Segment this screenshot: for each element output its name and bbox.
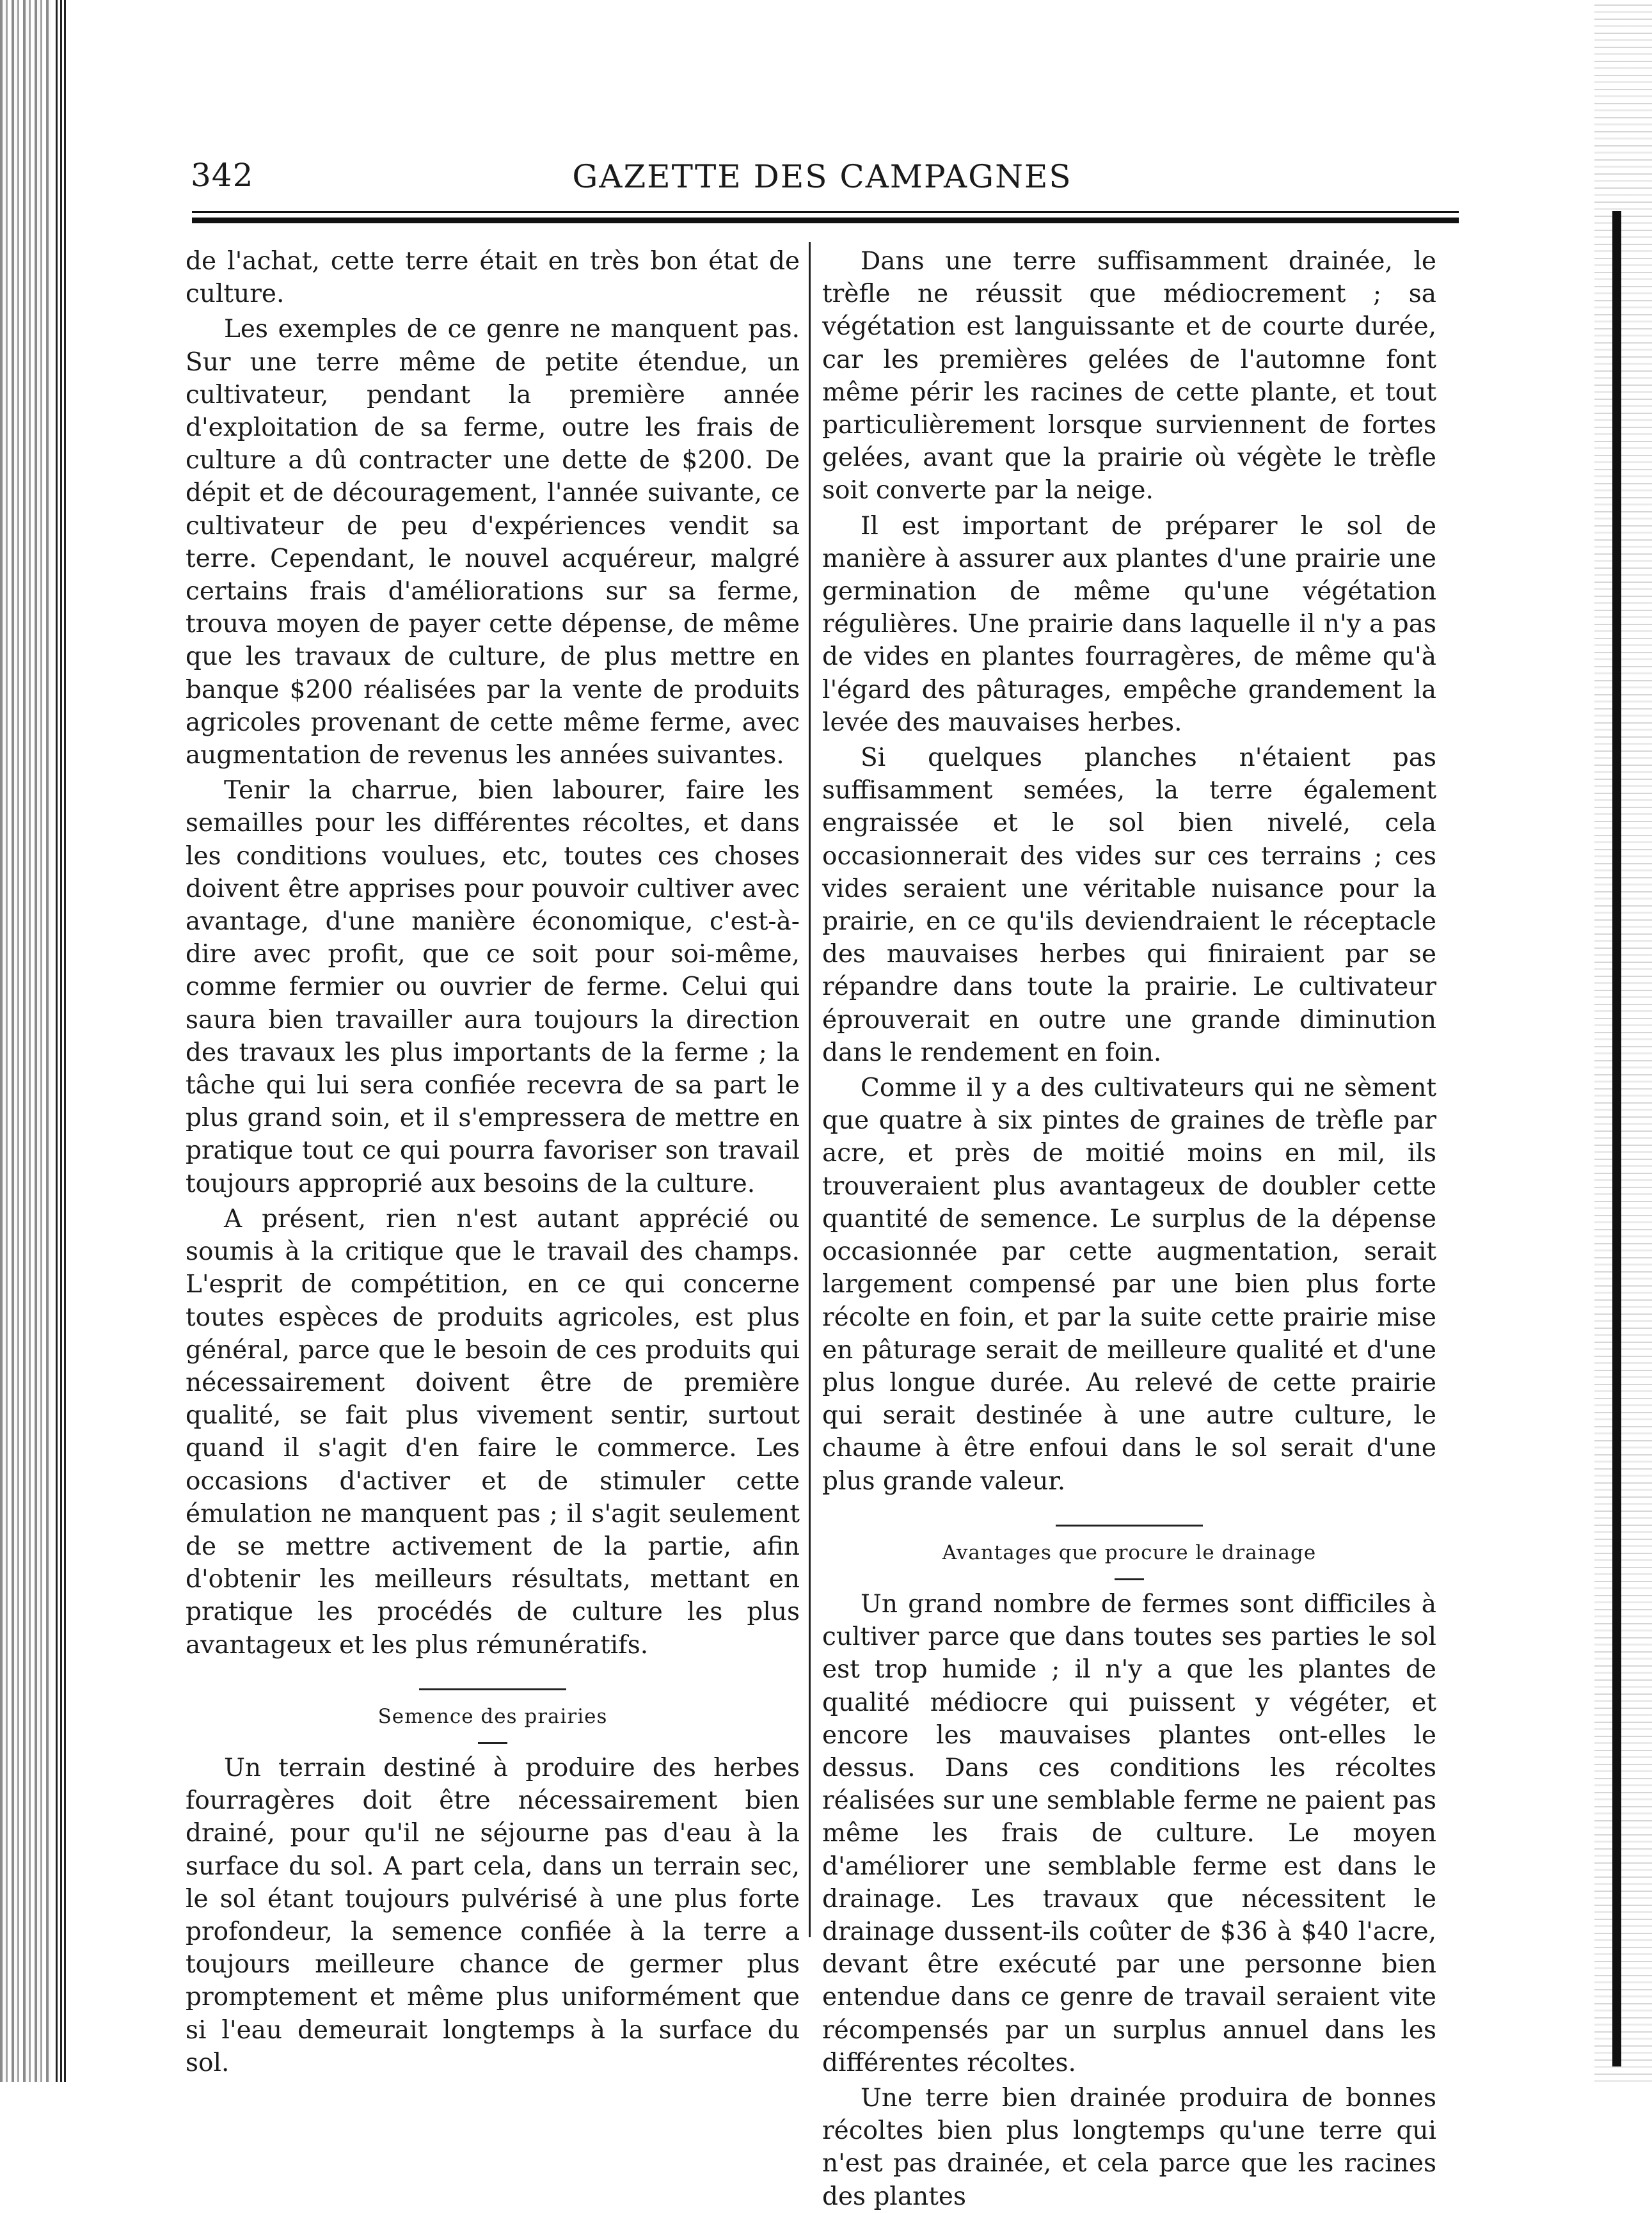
paragraph: Si quelques planches n'étaient pas suffisamment semées, la terre également engraissée et le sol bien nivelé, cela occasionnerait des vides sur ces terrains ; ces vides seraient une véritable nuisance pour la prairie, en ce qu'ils deviendraient le réceptacle des mauvaises herbes qui finiraient par se répandre dans toute la prairie. Le cultivateur éprouverait en outre une grande diminution dans le rendement en foin.: [822, 743, 1436, 1067]
paragraph: Il est important de préparer le sol de manière à assurer aux plantes d'une prairie une germination de même qu'une végétation régulières. Une prairie dans laquelle il n'y a pas de vides en plantes fourragères, de même qu'à l'égard des pâturages, empêche grandement la levée des mauvaises herbes.: [822, 511, 1436, 737]
section-heading-text: Avantages que procure le drainage: [942, 1541, 1317, 1564]
scan-edge-left: [0, 0, 51, 2082]
paragraph: Une terre bien drainée produira de bonnes récoltes bien plus longtemps qu'une terre qui n'est pas drainée, et cela parce que les racines des plantes: [822, 2083, 1436, 2211]
binding-rules: [54, 0, 67, 2082]
section-heading: [186, 1679, 800, 1744]
paragraph: A présent, rien n'est autant apprécié ou soumis à la critique que le travail des champs. L'esprit de compétition, en ce qui concerne toutes espèces de produits agricoles, est plus général, parce que le besoin de ces produits qui nécessairement doivent être de première qualité, se fait plus vivement sentir, surtout quand il s'agit d'en faire le commerce. Les occasions d'activer et de stimuler cette émulation ne manquent pas ; il s'agit seulement de se mettre activement de la partie, afin d'obtenir les meilleurs résultats, mettant en pratique les procédés de culture les plus avantageux et les plus rémunératifs.: [186, 1204, 800, 1660]
heading-rule: [1056, 1525, 1203, 1527]
paragraph: Dans une terre suffisamment drainée, le trèfle ne réussit que médiocrement ; sa végétation est languissante et de courte durée, car les premières gelées de l'automne font même périr les racines de cette plante, et tout particulièrement lorsque surviennent de fortes gelées, avant que la prairie où végète le trèfle soit converte par la neige.: [822, 247, 1436, 505]
scan-edge-right: [1594, 0, 1652, 2082]
paragraph: Un terrain destiné à produire des herbes fourragères doit être nécessairement bien drainé, pour qu'il ne séjourne pas d'eau à la surface du sol. A part cela, dans un terrain sec, le sol étant toujours pulvérisé à une plus forte profondeur, la semence confiée à la terre a toujours meilleure chance de germer plus promptement et même plus uniformément que si l'eau demeurait longtemps à la surface du sol.: [186, 1753, 800, 2077]
section-heading: [822, 1516, 1436, 1580]
heading-rule: [1115, 1578, 1144, 1580]
column-divider: [809, 242, 811, 1937]
page-number: 342: [191, 157, 254, 194]
header-rule-thick: [192, 218, 1459, 223]
paragraph: Un grand nombre de fermes sont difficiles à cultiver parce que dans toutes ses parties le sol est trop humide ; il n'y a que les plantes de qualité médiocre qui puissent y végéter, et encore les mauvaises plantes ont-elles le dessus. Dans ces conditions les récoltes réalisées sur une semblable ferme ne paient pas même les frais de culture. Le moyen d'améliorer une semblable ferme est dans le drainage. Les travaux que nécessitent le drainage dussent-ils coûter de $36 à $40 l'acre, devant être exécuté par une personne bien entendue dans ce genre de travail seraient vite récompensés par un surplus annuel dans les différentes récoltes.: [822, 1589, 1436, 2077]
scan-shadow-bar: [1612, 211, 1621, 2066]
section-heading-text: Semence des prairies: [377, 1704, 608, 1728]
heading-rule: [419, 1688, 566, 1690]
page-header: [186, 150, 1459, 195]
header-rule-thin: [192, 211, 1459, 213]
paragraph: de l'achat, cette terre était en très bon état de culture.: [186, 247, 800, 309]
right-column: [822, 245, 1436, 2213]
heading-rule: [478, 1742, 507, 1744]
running-title: GAZETTE DES CAMPAGNES: [572, 158, 1072, 195]
paragraph: Comme il y a des cultivateurs qui ne sèment que quatre à six pintes de graines de trèfle par acre, et près de moitié moins en mil, ils trouveraient plus avantageux de doubler cette quantité de semence. Le surplus de la dépense occasionnée par cette augmentation, serait largement compensé par une bien plus forte récolte en foin, et par la suite cette prairie mise en pâturage serait de meilleure qualité et d'une plus longue durée. Au relevé de cette prairie qui serait destinée à une autre culture, le chaume à être enfoui dans le sol serait d'une plus grande valeur.: [822, 1074, 1436, 1496]
left-column: [186, 245, 800, 2079]
paragraph: Les exemples de ce genre ne manquent pas. Sur une terre même de petite étendue, un cultivateur, pendant la première année d'exploitation de sa ferme, outre les frais de culture a dû contracter une dette de $200. De dépit et de découragement, l'année suivante, ce cultivateur de peu d'expériences vendit sa terre. Cependant, le nouvel acquéreur, malgré certains frais d'améliorations sur sa ferme, trouva moyen de payer cette dépense, de même que les travaux de culture, de plus mettre en banque $200 réalisées par la vente de produits agricoles provenant de cette même ferme, avec augmentation de revenus les années suivantes.: [186, 315, 800, 770]
paragraph: Tenir la charrue, bien labourer, faire les semailles pour les différentes récoltes, et dans les conditions voulues, etc, toutes ces choses doivent être apprises pour pouvoir cultiver avec avantage, d'une manière économique, c'est-à-dire avec profit, que ce soit pour soi-même, comme fermier ou ouvrier de ferme. Celui qui saura bien travailler aura toujours la direction des travaux les plus importants de la ferme ; la tâche qui lui sera confiée recevra de sa part le plus grand soin, et il s'empressera de mettre en pratique tout ce qui pourra favoriser son travail toujours approprié aux besoins de la culture.: [186, 776, 800, 1198]
